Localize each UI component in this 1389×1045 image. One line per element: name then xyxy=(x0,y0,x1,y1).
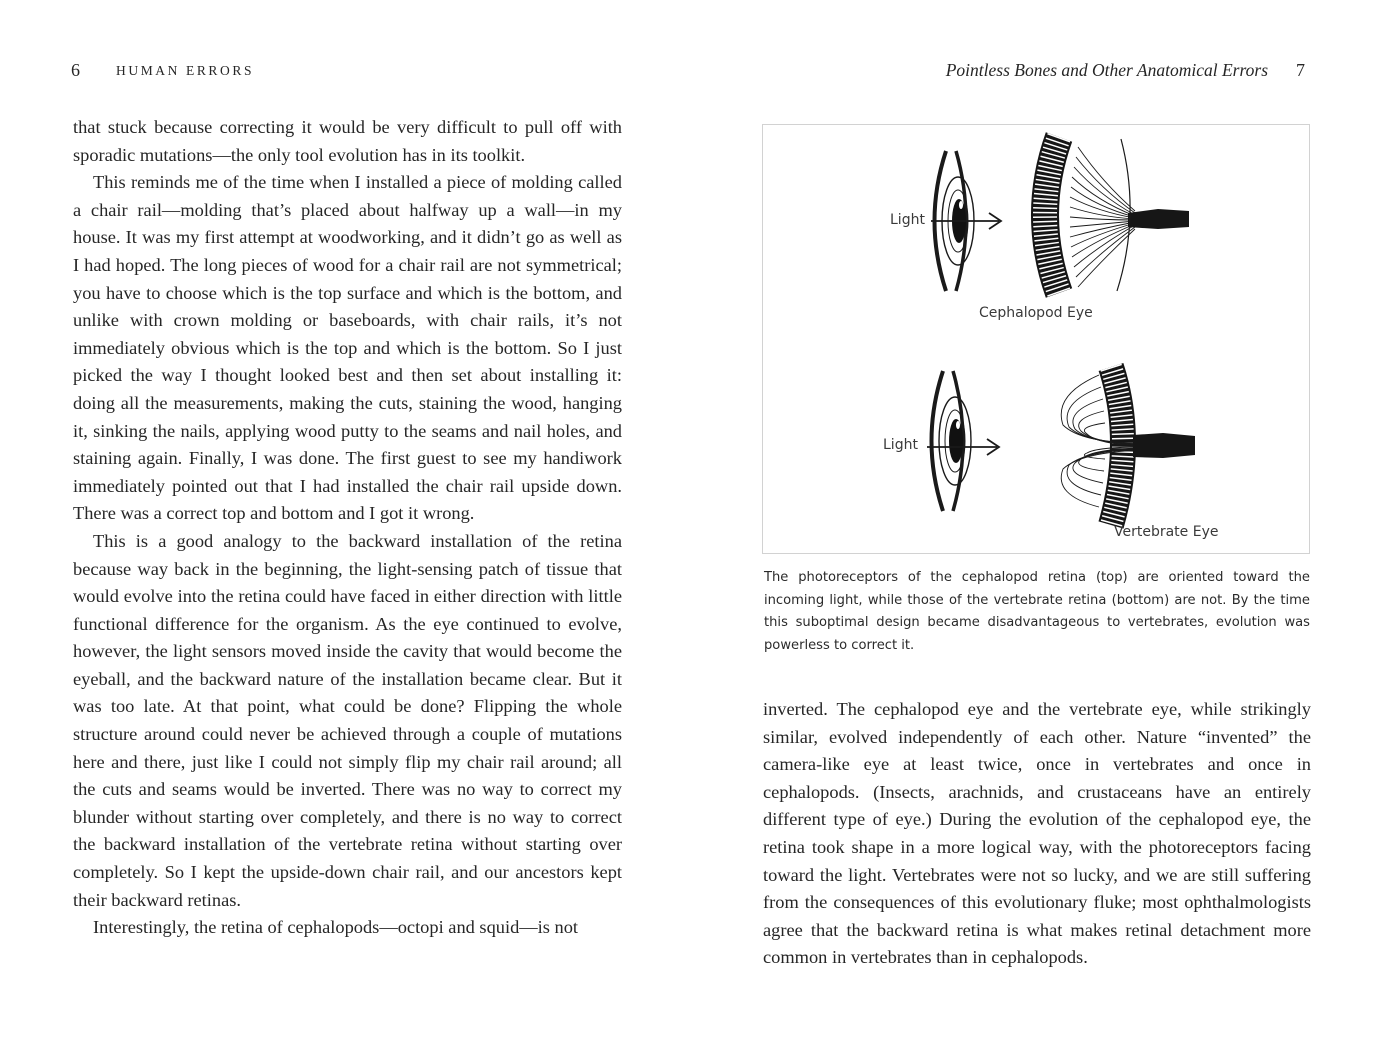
vertebrate-eye-lens-illustration xyxy=(927,371,999,511)
light-label-bottom: Light xyxy=(883,437,918,453)
paragraph: Interestingly, the retina of cephalopods—octopi and squid—is not xyxy=(93,917,579,938)
paragraph: that stuck because correcting it would be very difficult to pull off with sporadic mutations—the only tool evolution has in its toolkit. xyxy=(73,117,622,165)
left-page xyxy=(0,0,694,1045)
vertebrate-retina-illustration xyxy=(1061,367,1195,525)
right-page xyxy=(694,0,1389,1045)
eye-figure xyxy=(762,124,1310,554)
right-body-text xyxy=(763,696,1311,972)
paragraph: This reminds me of the time when I installed a piece of molding called a chair rail—molding that’s placed about halfway up a wall—in my house. It was my first attempt at woodworking, and it didn’t go as well as I had hoped. The long pieces of wood for a chair rail are not symmetrical; you have to choose which is the top surface and which is the bottom, and unlike with crown molding or baseboards, with chair rails, it’s not immediately obvious which is the top and which is the bottom. So I just picked the way I thought looked best and then set about installing it: doing all the measurements, making the cuts, staining the wood, hanging it, sinking the nails, applying wood putty to the seams and nail holes, and staining again. Finally, I was done. The first guest to see my handiwork immediately pointed out that I had installed the chair rail upside down. There was a correct top and bottom and I got it wrong. xyxy=(73,172,622,524)
left-body-text xyxy=(73,114,622,942)
page-number: 7 xyxy=(1296,60,1305,80)
cephalopod-eye-label: Cephalopod Eye xyxy=(979,305,1093,321)
light-label-top: Light xyxy=(890,212,925,228)
paragraph: inverted. The cephalopod eye and the vertebrate eye, while strikingly similar, evolved independently of each other. Nature “invented” the camera-like eye at least twice, once in vertebrates and once in cephalopods. (Insects, arachnids, and crustaceans have an entirely different type of eye.) During the evolution of the cephalopod eye, the retina took shape in a more logical way, with the photoreceptors facing toward the light. Vertebrates were not so lucky, and we are still suffering from the consequences of this evolutionary fluke; most ophthalmologists agree that the backward retina is what makes retinal detachment more common in vertebrates than in cephalopods. xyxy=(763,699,1311,968)
cephalopod-eye-lens-illustration xyxy=(931,151,1001,291)
eye-diagram xyxy=(763,125,1311,555)
running-head: HUMAN ERRORS xyxy=(116,63,255,78)
paragraph: This is a good analogy to the backward installation of the retina because way back in the beginning, the light-sensing patch of tissue that would evolve into the retina could have faced in either direction with little functional difference for the organism. As the eye continued to evolve, however, the light sensors moved inside the cavity that would become the eyeball, and the backward nature of the installation became clear. But it was too late. At that point, what could be done? Flipping the whole structure around could never be achieved through a couple of mutations here and there, just like I could not simply flip my chair rail around; all the cuts and seams would be inverted. There was no way to correct my blunder without starting over completely, and there is no way to correct the backward installation of the vertebrate retina without starting over completely. So I kept the upside-down chair rail, and our ancestors kept their backward retinas. xyxy=(73,530,622,910)
vertebrate-eye-label: Vertebrate Eye xyxy=(1114,524,1219,540)
figure-caption: The photoreceptors of the cephalopod retina (top) are oriented toward the incoming light, while those of the vertebrate retina (bottom) are not. By the time this suboptimal design became disadvantageous to vertebrates, evolution was powerless to correct it. xyxy=(764,570,1310,653)
cephalopod-retina-illustration xyxy=(1045,137,1189,293)
page-number: 6 xyxy=(71,60,80,80)
running-head: Pointless Bones and Other Anatomical Errors xyxy=(945,60,1268,80)
